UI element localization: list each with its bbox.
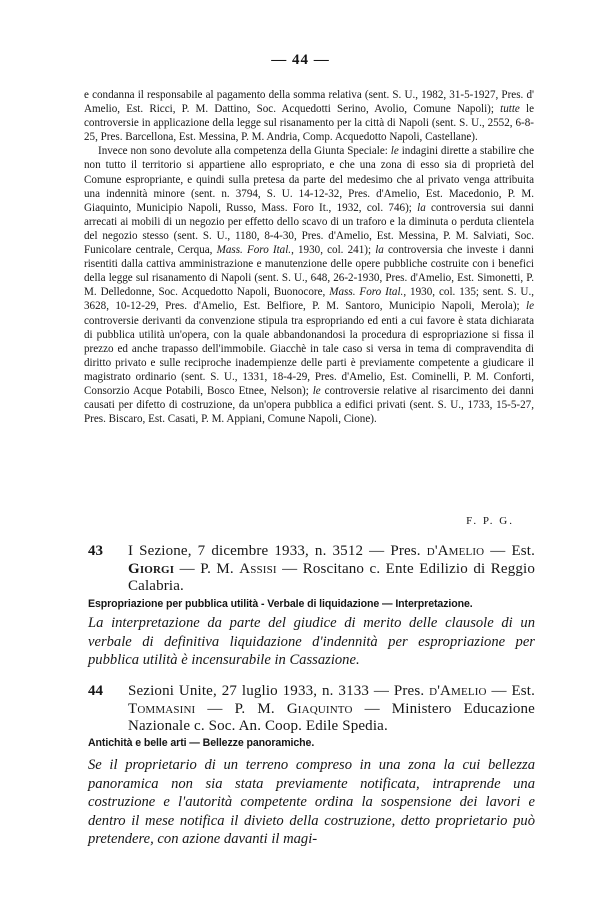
ruling-44-maxim: Se il proprietario di un terreno compreso in una zona la cui bellezza panoramica non sia stata previamente notificata, intraprende una costruzione e l'autorità competente ordina la sospensione dei lavori e dentro il mese notifica il divieto della costruzione, detto proprietario può pretendere, con azione davanti il magi- [88, 757, 535, 848]
ruling-43-heading: I Sezione, 7 dicembre 1933, n. 3512 — Pres. d'Amelio — Est. Giorgi — P. M. Assisi — Roscitano c. Ente Edilizio di Reggio Calabria. [128, 543, 535, 594]
ruling-44-heading: Sezioni Unite, 27 luglio 1933, n. 3133 — Pres. d'Amelio — Est. Tommasini — P. M. Giaquinto — Ministero Educazione Nazionale c. Soc. An. Coop. Edile Spedia. [128, 683, 536, 734]
ruling-43-maxim: La interpretazione da parte del giudice di merito delle clausole di un verbale di definitiva liquidazione d'indennità per espropriazione per pubblica utilità è incensurabile in Cassazione. [88, 615, 535, 669]
author-initials: F. P. G. [466, 515, 514, 527]
ruling-43-number: 43 [88, 543, 103, 559]
paragraph-2: Invece non sono devolute alla competenza della Giunta Speciale: le indagini dirette a stabilire che non tutto il territorio si appartiene allo espropriato, e che una zona di esso sia di proprietà del Comune espropriante, e quindi sulla pretesa da parte del medesimo che al privato venga attribuita una indennità minore (sent. n. 3794, S. U. 14-12-32, Pres. d'Amelio, Est. Macedonio, P. M. Giaquinto, Municipio Napoli, Russo, Mass. Foro It., 1932, col. 746); la controversia sui danni arrecati ai mobili di un negozio per effetto dello scavo di un traforo e la diminuta o perduta clientela del negozio stesso (sent. S. U., 1180, 8-4-30, Pres. d'Amelio, Est. Messina, P. M. Salviati, Soc. Funicolare centrale, Cerqua, Mass. Foro Ital., 1930, col. 241); la controversia che investe i danni risentiti dalla cattiva amministrazione e manutenzione delle opere pubbliche costruite con i benefici della legge sul risanamento di Napoli (sent. S. U., 648, 26-2-1930, Pres. d'Amelio, Est. Simonetti, P. M. Delledonne, Soc. Acquedotto Napoli, Buonocore, Mass. Foro Ital., 1930, col. 135; sent. S. U., 3628, 10-12-29, Pres. d'Amelio, Est. Belfiore, P. M. Santoro, Municipio Napoli, Merola); le controversie derivanti da convenzione stipula tra espropriando ed enti a cui favore è stata dichiarata di pubblica utilità un'opera, con la quale abbandonandosi la procedura di espropriazione si fissa il prezzo ed anche trapasso dell'immobile. Giacchè in tale caso si versa in tema di compravendita di diritto privato e sulle reciproche inadempienze delle parti è previamente competente a giudicare il magistrato ordinario (sent. S. U., 1331, 18-4-29, Pres. d'Amelio, Est. Cominelli, P. M. Conforti, Consorzio Acque Potabili, Bosco Etnee, Nelson); le controversie relative al risarcimento dei danni causati per difetto di costruzione, da un'opera pubblica a edifici privati (sent. S. U., 1733, 15-5-27, Pres. Biscaro, Est. Casati, P. M. Appiani, Comune Napoli, Cione). [84, 145, 534, 426]
page-number: — 44 — [271, 52, 330, 68]
ruling-43-subject: Espropriazione per pubblica utilità - Verbale di liquidazione — Interpretazione. [88, 598, 473, 610]
ruling-44-number: 44 [88, 683, 103, 699]
ruling-44-subject: Antichità e belle arti — Bellezze panoramiche. [88, 737, 315, 749]
paragraph-1: e condanna il responsabile al pagamento della somma relativa (sent. S. U., 1982, 31-5-1927, Pres. d' Amelio, Est. Ricci, P. M. Dattino, Soc. Acquedotti Serino, Avolio, Comune Napoli); tutte le controversie in applicazione della legge sul risanamento per la città di Napoli (sent. S. U., 2552, 6-8-25, Pres. Barcellona, Est. Messina, P. M. Andria, Comp. Acquedotto Napoli, Castellane). [84, 89, 534, 144]
continuation-text [84, 88, 534, 426]
